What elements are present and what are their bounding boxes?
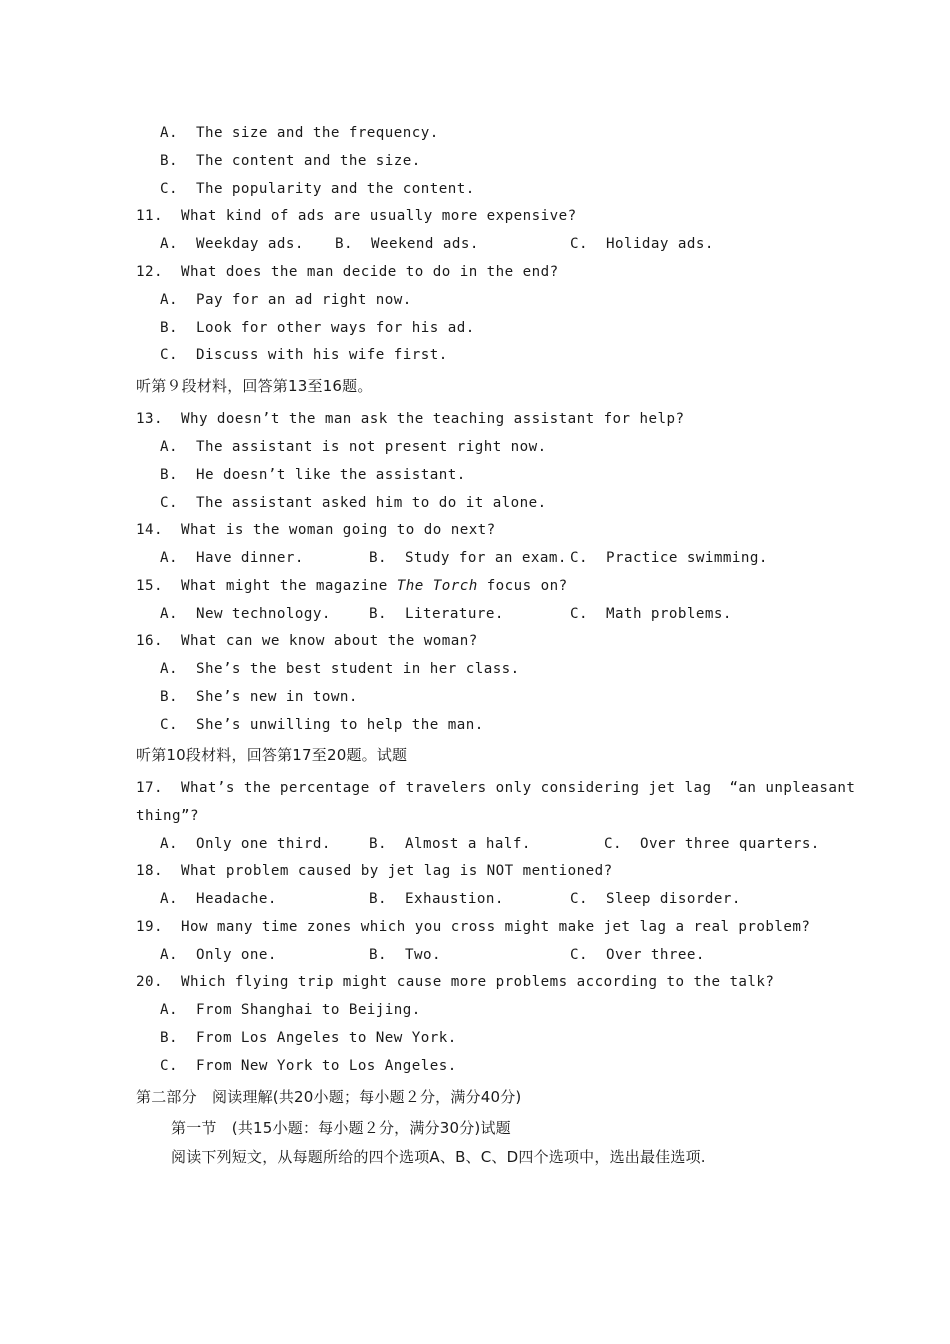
option-12b: B. Look for other ways for his ad. xyxy=(160,320,475,336)
option-20c: C. From New York to Los Angeles. xyxy=(160,1058,457,1074)
question-15-text: 15. What might the magazine xyxy=(136,578,397,594)
option-15c: C. Math problems. xyxy=(570,606,732,622)
question-18: 18. What problem caused by jet lag is NOT mentioned? xyxy=(136,863,613,879)
option-11a: A. Weekday ads. xyxy=(160,236,304,252)
option-11b: B. Weekend ads. xyxy=(335,236,479,252)
option-17b: B. Almost a half. xyxy=(369,836,531,852)
option-13c: C. The assistant asked him to do it alone. xyxy=(160,495,547,511)
option-14b: B. Study for an exam. xyxy=(369,550,567,566)
question-20: 20. Which flying trip might cause more problems according to the talk? xyxy=(136,974,775,990)
option-16c: C. She’s unwilling to help the man. xyxy=(160,717,484,733)
reading-instructions: 阅读下列短文，从每题所给的四个选项A、B、C、D四个选项中，选出最佳选项. xyxy=(171,1148,706,1166)
option-19a: A. Only one. xyxy=(160,947,277,963)
option-16a: A. She’s the best student in her class. xyxy=(160,661,520,677)
question-13: 13. Why doesn’t the man ask the teaching assistant for help? xyxy=(136,411,685,427)
question-12: 12. What does the man decide to do in the end? xyxy=(136,264,559,280)
option-11c: C. Holiday ads. xyxy=(570,236,714,252)
option-13a: A. The assistant is not present right now. xyxy=(160,439,547,455)
magazine-title: The Torch xyxy=(396,578,478,594)
option-20b: B. From Los Angeles to New York. xyxy=(160,1030,457,1046)
question-15-text-end: focus on? xyxy=(477,578,568,594)
options-11 xyxy=(0,234,950,254)
question-19: 19. How many time zones which you cross might make jet lag a real problem? xyxy=(136,919,811,935)
options-15 xyxy=(0,604,950,624)
options-18 xyxy=(0,889,950,909)
option-19c: C. Over three. xyxy=(570,947,705,963)
option-15a: A. New technology. xyxy=(160,606,331,622)
option-14a: A. Have dinner. xyxy=(160,550,304,566)
option-14c: C. Practice swimming. xyxy=(570,550,768,566)
option-10a: A. The size and the frequency. xyxy=(160,125,439,141)
option-20a: A. From Shanghai to Beijing. xyxy=(160,1002,421,1018)
options-17 xyxy=(0,834,950,854)
question-14: 14. What is the woman going to do next? xyxy=(136,522,496,538)
option-16b: B. She’s new in town. xyxy=(160,689,358,705)
question-16: 16. What can we know about the woman? xyxy=(136,633,478,649)
option-17c: C. Over three quarters. xyxy=(604,836,820,852)
question-11: 11. What kind of ads are usually more expensive? xyxy=(136,208,577,224)
section-heading-9: 听第９段材料，回答第13至16题。 xyxy=(136,377,373,395)
section-one-heading: 第一节 (共15小题：每小题２分，满分30分)试题 xyxy=(171,1119,511,1137)
question-17-continued: thing”? xyxy=(136,808,199,824)
option-12a: A. Pay for an ad right now. xyxy=(160,292,412,308)
option-18b: B. Exhaustion. xyxy=(369,891,504,907)
question-17: 17. What’s the percentage of travelers only considering jet lag “an unpleasant xyxy=(136,780,856,796)
option-12c: C. Discuss with his wife first. xyxy=(160,347,448,363)
option-13b: B. He doesn’t like the assistant. xyxy=(160,467,466,483)
option-19b: B. Two. xyxy=(369,947,441,963)
options-19 xyxy=(0,945,950,965)
option-15b: B. Literature. xyxy=(369,606,504,622)
part-two-heading: 第二部分 阅读理解(共20小题；每小题２分，满分40分) xyxy=(136,1088,522,1106)
option-10b: B. The content and the size. xyxy=(160,153,421,169)
options-14 xyxy=(0,548,950,568)
option-10c: C. The popularity and the content. xyxy=(160,181,475,197)
option-17a: A. Only one third. xyxy=(160,836,331,852)
option-18c: C. Sleep disorder. xyxy=(570,891,741,907)
section-heading-10: 听第10段材料，回答第17至20题。试题 xyxy=(136,746,408,764)
option-18a: A. Headache. xyxy=(160,891,277,907)
question-15 xyxy=(136,576,568,596)
